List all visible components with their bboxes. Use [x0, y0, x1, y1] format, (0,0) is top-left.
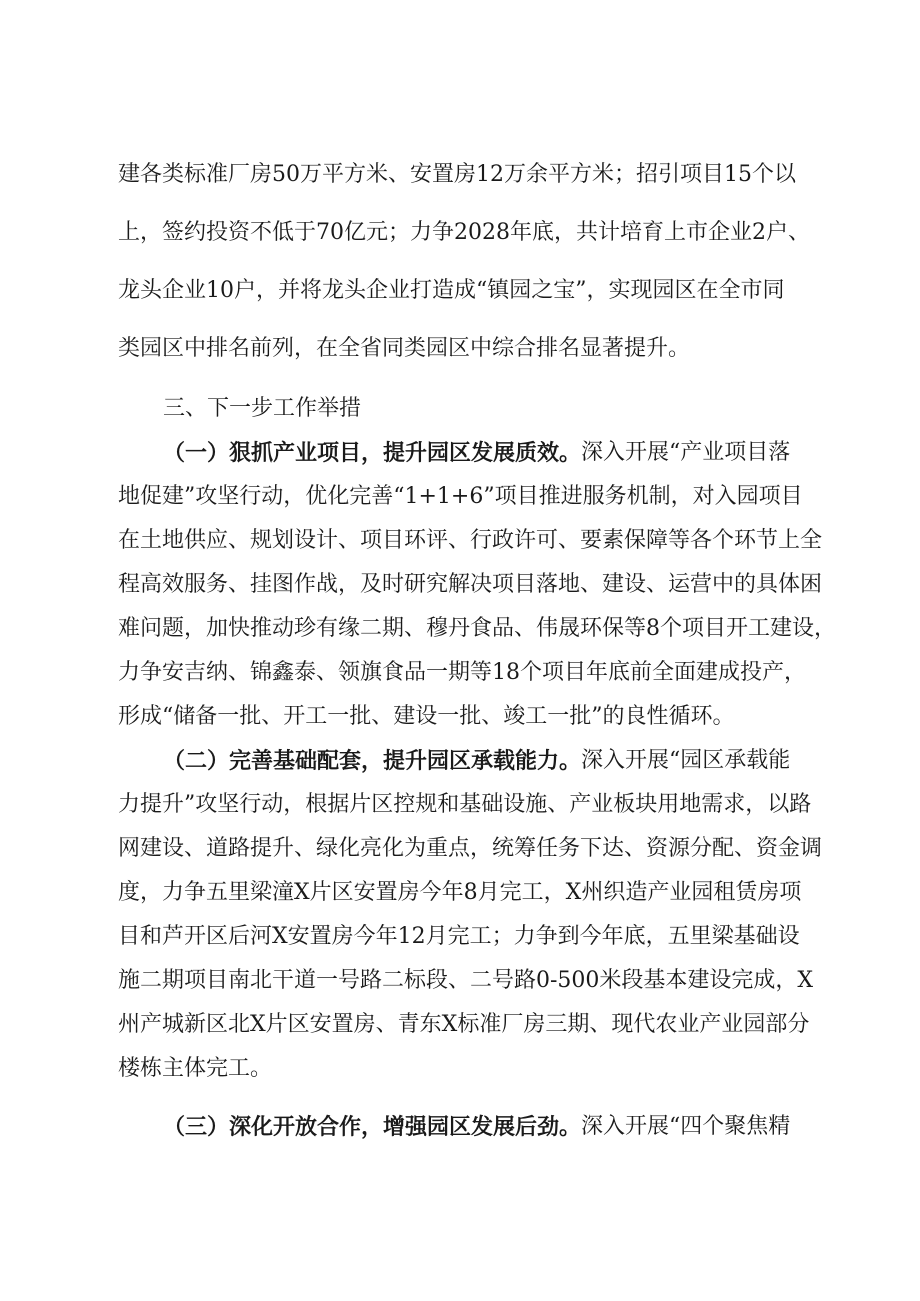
text-run: 楼栋主体完工。	[118, 1056, 273, 1081]
paragraph-1-line-4	[118, 334, 818, 364]
item-2-line-8	[118, 1054, 818, 1084]
text-run: 网建设、道路提升、绿化亮化为重点，统筹任务下达、资源分配、资金调	[118, 836, 823, 861]
item-1-line-4	[118, 570, 823, 600]
item-1-title: （一）狠抓产业项目，提升园区发展质效。	[163, 440, 582, 466]
text-run: 建各类标准厂房50万平方米、安置房12万余平方米；招引项目15个以	[118, 162, 796, 187]
text-run: 在土地供应、规划设计、项目环评、行政许可、要素保障等各个环节上全	[118, 528, 823, 553]
item-2-line-4	[118, 878, 818, 908]
text-run: 目和芦开区后河X安置房今年12月完工；力争到今年底，五里梁基础设	[118, 924, 800, 949]
section-heading: 三、下一步工作举措	[163, 396, 362, 421]
item-1-first-line-rest: 深入开展“产业项目落	[581, 440, 791, 465]
item-2-line-5	[118, 922, 818, 952]
paragraph-1-line-2	[118, 218, 818, 248]
text-run: 难问题，加快推动珍有缘二期、穆丹食品、伟晟环保等8个项目开工建设，	[118, 616, 836, 641]
text-run: 力争安吉纳、锦鑫泰、领旗食品一期等18个项目年底前全面建成投产，	[118, 660, 806, 685]
text-run: 形成“储备一批、开工一批、建设一批、竣工一批”的良性循环。	[118, 704, 735, 729]
item-3-first-line	[163, 1112, 818, 1142]
text-run: 程高效服务、挂图作战，及时研究解决项目落地、建设、运营中的具体困	[118, 572, 823, 597]
text-run: 力提升”攻坚行动，根据片区控规和基础设施、产业板块用地需求，以路	[118, 792, 812, 817]
item-3-title: （三）深化开放合作，增强园区发展后劲。	[163, 1114, 582, 1140]
item-3-first-line-rest: 深入开展“四个聚焦精	[581, 1114, 791, 1139]
text-run: 地促建”攻坚行动，优化完善“1+1+6”项目推进服务机制，对入园项目	[118, 484, 803, 509]
item-2-first-line	[163, 746, 818, 776]
text-run: 度，力争五里梁潼X片区安置房今年8月完工，X州织造产业园租赁房项	[118, 880, 802, 905]
item-2-line-2	[118, 790, 818, 820]
item-2-first-line-rest: 深入开展“园区承载能	[581, 748, 791, 773]
text-run: 龙头企业10户，并将龙头企业打造成“镇园之宝”，实现园区在全市同	[118, 278, 785, 303]
item-2-line-7	[118, 1010, 818, 1040]
paragraph-1-line-3	[118, 276, 818, 306]
item-1-line-7	[118, 702, 818, 732]
text-run: 州产城新区北X片区安置房、青东X标准厂房三期、现代农业产业园部分	[118, 1012, 810, 1037]
item-1-line-6	[118, 658, 818, 688]
paragraph-1-line-1	[118, 160, 818, 190]
text-run: 施二期项目南北干道一号路二标段、二号路0-500米段基本建设完成，X	[118, 968, 814, 993]
item-2-line-3	[118, 834, 823, 864]
item-1-line-3	[118, 526, 823, 556]
item-1-line-2	[118, 482, 818, 512]
item-2-line-6	[118, 966, 818, 996]
item-1-first-line	[163, 438, 818, 468]
text-run: 类园区中排名前列，在全省同类园区中综合排名显著提升。	[118, 336, 691, 361]
item-2-title: （二）完善基础配套，提升园区承载能力。	[163, 748, 582, 774]
item-1-line-5	[118, 614, 836, 644]
text-run: 上，签约投资不低于70亿元；力争2028年底，共计培育上市企业2户、	[118, 220, 810, 245]
